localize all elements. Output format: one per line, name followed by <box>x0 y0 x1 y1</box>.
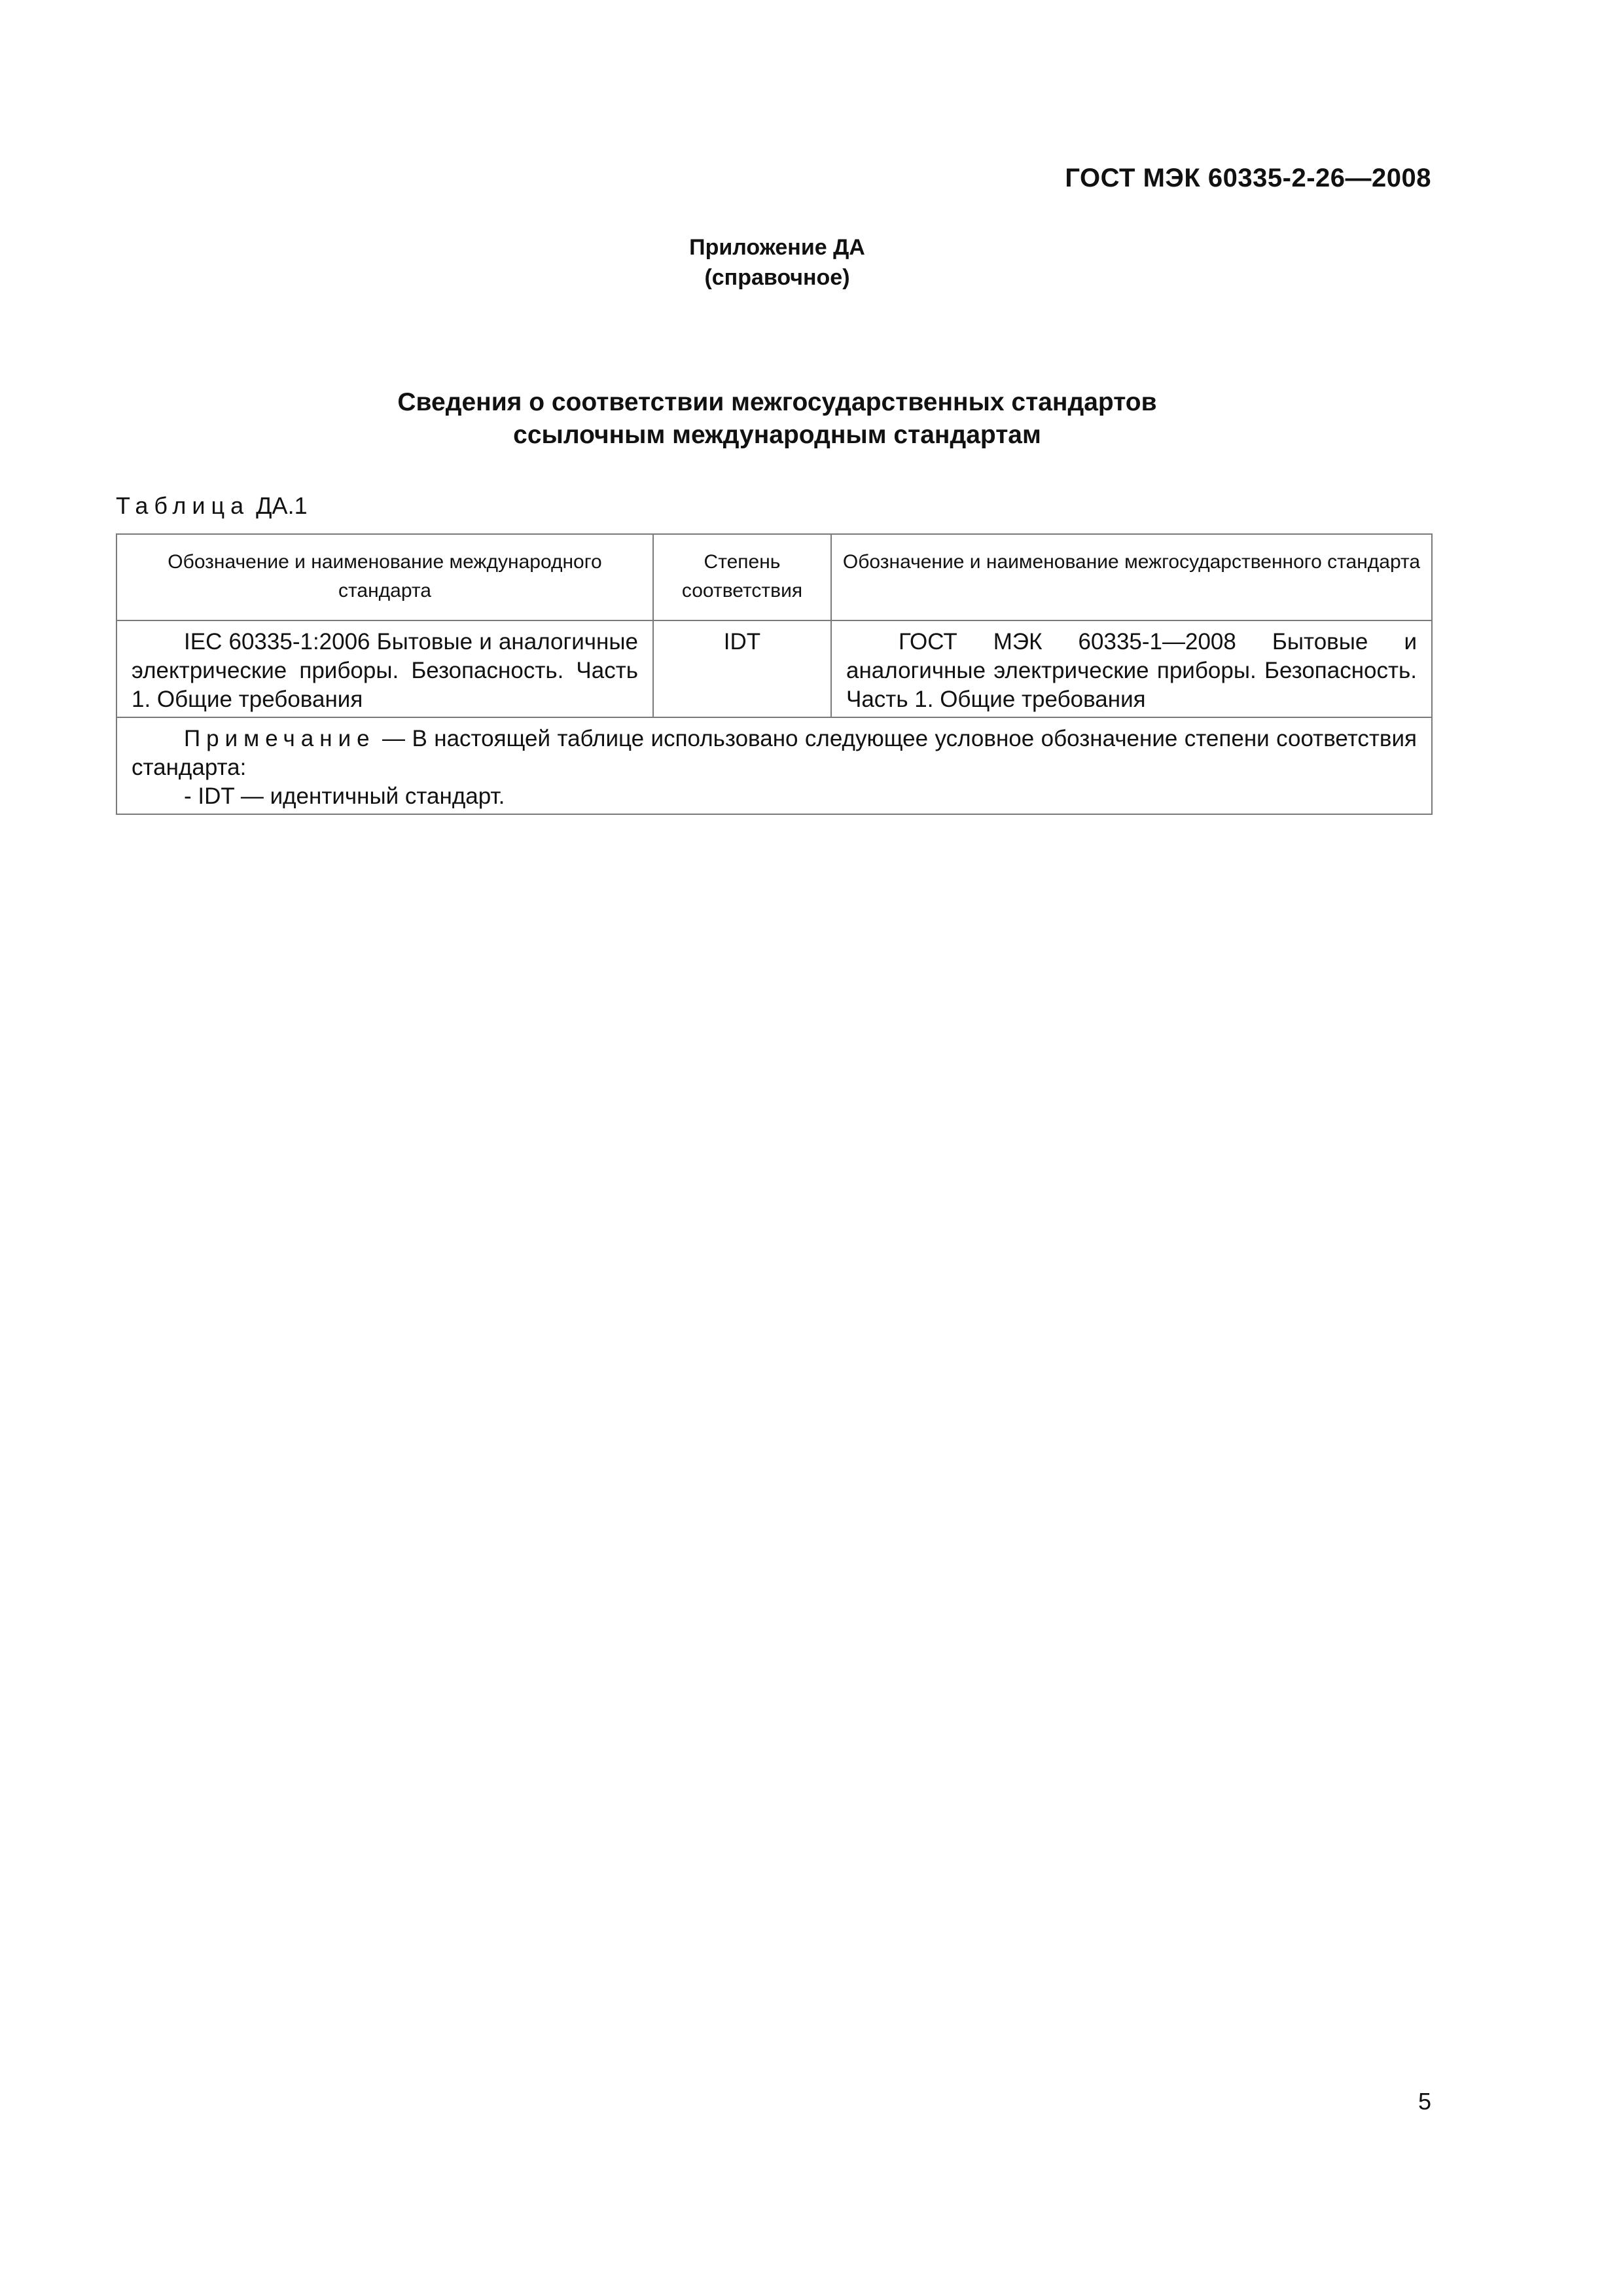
cell-interstate-standard: ГОСТ МЭК 60335-1—2008 Бытовые и аналогичные электрические приборы. Безопасность. Часть 1. Общие требования <box>831 620 1432 717</box>
table-row <box>116 620 1432 717</box>
table-label <box>116 492 308 520</box>
table-header-row <box>116 534 1432 620</box>
column-header-interstate: Обозначение и наименование межгосударственного стандарта <box>831 534 1432 620</box>
note-label: Примечание <box>184 726 376 751</box>
table-label-number: ДА.1 <box>256 492 308 519</box>
page-number: 5 <box>1418 2088 1431 2115</box>
note-paragraph <box>132 725 1417 782</box>
cell-international-standard: IEC 60335-1:2006 Бытовые и аналогичные электрические приборы. Безопасность. Часть 1. Общие требования <box>116 620 653 717</box>
column-header-degree: Степень соответствия <box>653 534 831 620</box>
appendix-title: Приложение ДА <box>689 235 865 260</box>
note-text: — В настоящей таблице использовано следующее условное обозначение степени соответствия стандарта: <box>132 726 1417 780</box>
section-title <box>0 386 1554 452</box>
note-list-item: - IDT — идентичный стандарт. <box>184 783 505 809</box>
table-note <box>116 717 1432 814</box>
appendix-heading <box>0 232 1554 293</box>
section-title-line-1: Сведения о соответствии межгосударственных стандартов <box>397 388 1157 416</box>
column-header-international: Обозначение и наименование международного стандарта <box>116 534 653 620</box>
cell-degree: IDT <box>653 620 831 717</box>
document-code: ГОСТ МЭК 60335-2-26—2008 <box>1065 164 1431 192</box>
appendix-status: (справочное) <box>704 265 850 290</box>
section-title-line-2: ссылочным международным стандартам <box>513 421 1041 449</box>
conformity-table <box>116 533 1433 815</box>
table-note-row <box>116 717 1432 814</box>
table-label-word: Таблица <box>116 492 250 519</box>
